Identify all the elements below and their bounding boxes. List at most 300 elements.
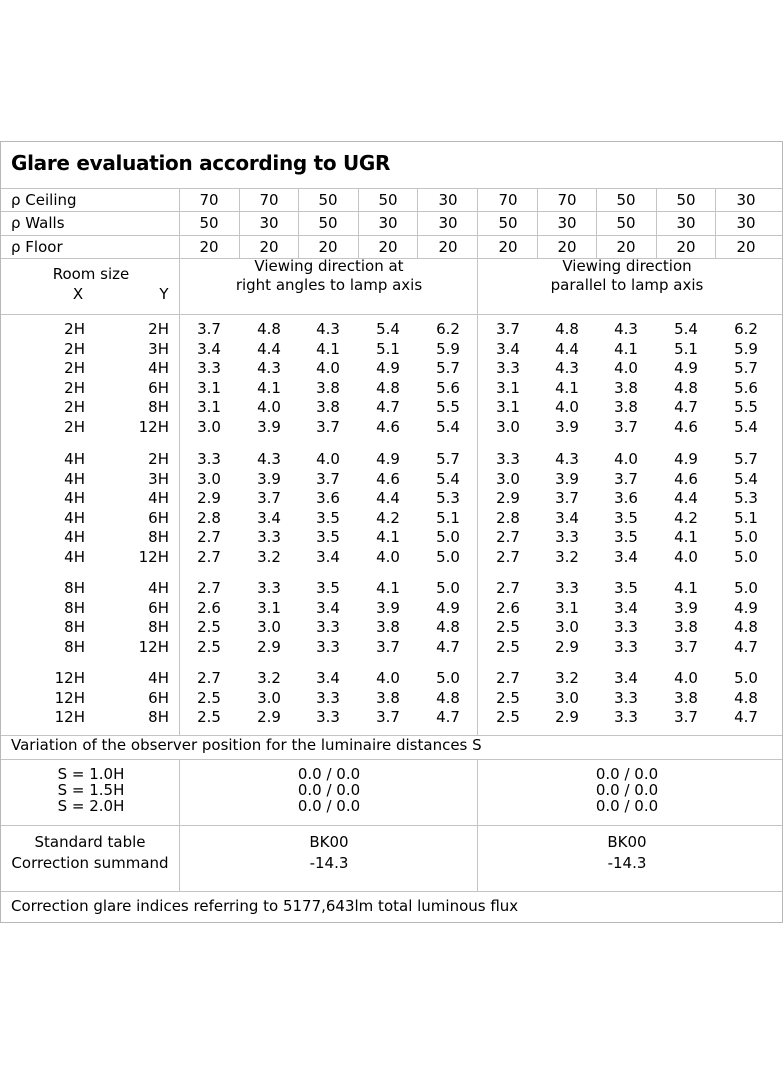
reflectance-value: 30	[438, 191, 458, 209]
room-x-value: 4H	[64, 489, 85, 508]
ugr-value: 4.3	[257, 450, 281, 468]
variation-distance: S = 1.0H	[57, 765, 125, 783]
ugr-value: 4.1	[674, 528, 698, 547]
ugr-value: 2.7	[197, 669, 221, 687]
ugr-value: 4.9	[734, 598, 758, 617]
ugr-value: 3.7	[316, 418, 340, 436]
reflectance-value: 70	[498, 191, 518, 209]
ugr-value: 3.0	[496, 418, 520, 436]
room-y-value: 3H	[148, 339, 169, 358]
variation-perpendicular-value: 0.0 / 0.0	[297, 797, 361, 815]
column-divider	[477, 759, 478, 891]
room-x-value: 2H	[64, 339, 85, 358]
standard-table-perpendicular: BK00	[309, 833, 349, 851]
ugr-value: 3.7	[674, 637, 698, 656]
ugr-value: 3.2	[555, 548, 579, 566]
room-size-y-label: Y	[159, 285, 169, 303]
reflectance-value: 20	[199, 238, 219, 256]
ugr-value: 3.8	[376, 688, 400, 707]
room-y-value: 6H	[148, 598, 169, 617]
ugr-value: 2.9	[257, 708, 281, 727]
ugr-value: 4.8	[555, 320, 579, 338]
ugr-value: 4.7	[436, 637, 460, 656]
room-x-value: 8H	[64, 637, 85, 656]
variation-perpendicular-value: 0.0 / 0.0	[297, 765, 361, 783]
room-x-value: 12H	[54, 669, 85, 687]
room-x-value: 2H	[64, 398, 85, 417]
room-y-value: 8H	[148, 708, 169, 727]
ugr-value: 5.3	[734, 489, 758, 508]
ugr-value: 4.7	[436, 708, 460, 727]
ugr-value: 3.2	[257, 669, 281, 687]
row-divider	[1, 314, 782, 315]
standard-table-label: Standard table	[34, 833, 146, 851]
ugr-value: 5.0	[734, 548, 758, 566]
footer-note: Correction glare indices referring to 5177,643lm total luminous flux	[11, 897, 519, 915]
room-y-value: 4H	[148, 489, 169, 508]
ugr-value: 5.5	[734, 398, 758, 417]
ugr-value: 2.6	[197, 598, 221, 617]
ugr-value: 3.8	[316, 398, 340, 417]
room-x-value: 4H	[64, 528, 85, 547]
room-x-value: 2H	[64, 320, 85, 338]
reflectance-value: 20	[498, 238, 518, 256]
row-divider	[1, 759, 782, 760]
reflectance-value: 20	[318, 238, 338, 256]
ugr-value: 2.5	[496, 637, 520, 656]
ugr-value: 5.1	[734, 508, 758, 527]
reflectance-value: 70	[259, 191, 279, 209]
ugr-value: 3.3	[197, 359, 221, 378]
ugr-value: 4.0	[614, 450, 638, 468]
column-divider	[179, 759, 180, 891]
room-y-value: 2H	[148, 320, 169, 338]
reflectance-value: 70	[557, 191, 577, 209]
ugr-value: 4.6	[376, 469, 400, 488]
row-divider	[1, 188, 782, 189]
ugr-value: 4.3	[555, 450, 579, 468]
ugr-value: 4.6	[376, 418, 400, 436]
ugr-table	[0, 141, 783, 923]
ugr-value: 2.7	[197, 579, 221, 597]
ugr-value: 3.8	[674, 618, 698, 637]
ugr-value: 3.3	[614, 637, 638, 656]
room-x-value: 4H	[64, 508, 85, 527]
ugr-value: 3.5	[614, 528, 638, 547]
ugr-value: 4.4	[555, 339, 579, 358]
viewing-parallel-heading: Viewing direction	[562, 257, 692, 275]
reflectance-value: 30	[438, 214, 458, 232]
ugr-value: 2.9	[496, 489, 520, 508]
ugr-value: 3.8	[614, 398, 638, 417]
ugr-value: 3.3	[614, 688, 638, 707]
ugr-value: 3.3	[197, 450, 221, 468]
ugr-value: 5.9	[734, 339, 758, 358]
ugr-value: 4.1	[316, 339, 340, 358]
room-y-value: 6H	[148, 378, 169, 397]
ugr-value: 3.8	[376, 618, 400, 637]
reflectance-value: 20	[616, 238, 636, 256]
reflectance-value: 50	[199, 214, 219, 232]
variation-distance: S = 2.0H	[57, 797, 125, 815]
variation-perpendicular-value: 0.0 / 0.0	[297, 781, 361, 799]
room-x-value: 8H	[64, 618, 85, 637]
ugr-value: 3.7	[555, 489, 579, 508]
ugr-value: 4.1	[376, 528, 400, 547]
correction-summand-perpendicular: -14.3	[309, 854, 349, 872]
ugr-value: 3.3	[316, 708, 340, 727]
ugr-value: 2.5	[197, 618, 221, 637]
reflectance-value: 50	[318, 214, 338, 232]
ugr-value: 3.5	[316, 579, 340, 597]
ugr-value: 5.0	[436, 548, 460, 566]
ugr-value: 5.4	[734, 418, 758, 436]
room-y-value: 8H	[148, 398, 169, 417]
room-y-value: 8H	[148, 618, 169, 637]
ugr-value: 4.7	[734, 637, 758, 656]
ugr-value: 3.2	[257, 548, 281, 566]
ugr-value: 3.7	[614, 469, 638, 488]
ugr-value: 3.4	[614, 548, 638, 566]
standard-table-parallel: BK00	[607, 833, 647, 851]
variation-parallel-value: 0.0 / 0.0	[595, 765, 659, 783]
ugr-value: 2.8	[197, 508, 221, 527]
ugr-value: 2.7	[496, 579, 520, 597]
ugr-value: 4.8	[734, 688, 758, 707]
ugr-value: 3.5	[316, 528, 340, 547]
ugr-value: 3.3	[257, 579, 281, 597]
ugr-value: 2.5	[197, 688, 221, 707]
ugr-value: 5.9	[436, 339, 460, 358]
ugr-value: 2.7	[496, 528, 520, 547]
ugr-value: 3.3	[555, 579, 579, 597]
ugr-value: 3.4	[197, 339, 221, 358]
ugr-value: 2.5	[197, 708, 221, 727]
ugr-value: 4.9	[436, 598, 460, 617]
ugr-value: 2.5	[496, 688, 520, 707]
ugr-value: 2.5	[496, 708, 520, 727]
page-title: Glare evaluation according to UGR	[11, 151, 391, 175]
ugr-value: 5.4	[734, 469, 758, 488]
ugr-value: 3.5	[316, 508, 340, 527]
column-divider	[596, 188, 597, 258]
reflectance-label: ρ Floor	[11, 238, 63, 256]
ugr-value: 5.6	[436, 378, 460, 397]
ugr-value: 4.9	[674, 450, 698, 468]
ugr-value: 4.7	[376, 398, 400, 417]
reflectance-value: 50	[616, 191, 636, 209]
ugr-value: 3.3	[316, 618, 340, 637]
ugr-value: 3.9	[674, 598, 698, 617]
ugr-value: 3.9	[257, 418, 281, 436]
reflectance-value: 30	[736, 191, 756, 209]
ugr-value: 5.0	[734, 669, 758, 687]
ugr-value: 3.0	[496, 469, 520, 488]
ugr-value: 2.7	[496, 548, 520, 566]
ugr-value: 4.4	[674, 489, 698, 508]
ugr-value: 5.7	[436, 450, 460, 468]
ugr-value: 3.4	[316, 598, 340, 617]
reflectance-value: 50	[498, 214, 518, 232]
ugr-value: 5.0	[436, 579, 460, 597]
ugr-value: 3.7	[197, 320, 221, 338]
ugr-value: 4.8	[436, 688, 460, 707]
ugr-value: 4.0	[674, 669, 698, 687]
reflectance-value: 30	[676, 214, 696, 232]
room-x-value: 2H	[64, 359, 85, 378]
ugr-value: 4.0	[316, 359, 340, 378]
ugr-value: 3.9	[555, 418, 579, 436]
ugr-value: 3.4	[257, 508, 281, 527]
ugr-value: 3.0	[555, 688, 579, 707]
room-y-value: 6H	[148, 688, 169, 707]
ugr-value: 5.4	[436, 418, 460, 436]
ugr-value: 4.0	[257, 398, 281, 417]
ugr-value: 3.5	[614, 508, 638, 527]
row-divider	[1, 891, 782, 892]
reflectance-value: 70	[199, 191, 219, 209]
ugr-value: 5.3	[436, 489, 460, 508]
column-divider	[417, 188, 418, 258]
ugr-value: 3.4	[496, 339, 520, 358]
room-size-label: Room size	[52, 265, 130, 283]
ugr-value: 3.1	[496, 398, 520, 417]
ugr-value: 4.9	[376, 450, 400, 468]
ugr-value: 5.0	[734, 528, 758, 547]
ugr-value: 3.8	[674, 688, 698, 707]
ugr-value: 2.5	[197, 637, 221, 656]
ugr-value: 4.0	[674, 548, 698, 566]
room-x-value: 8H	[64, 598, 85, 617]
ugr-value: 3.0	[555, 618, 579, 637]
ugr-value: 3.7	[614, 418, 638, 436]
ugr-value: 4.4	[376, 489, 400, 508]
ugr-value: 4.8	[436, 618, 460, 637]
ugr-value: 4.2	[376, 508, 400, 527]
ugr-value: 3.0	[197, 418, 221, 436]
room-x-value: 8H	[64, 579, 85, 597]
reflectance-value: 20	[557, 238, 577, 256]
reflectance-value: 30	[557, 214, 577, 232]
room-x-value: 12H	[54, 708, 85, 727]
ugr-value: 4.3	[257, 359, 281, 378]
room-y-value: 12H	[138, 548, 169, 566]
room-x-value: 12H	[54, 688, 85, 707]
ugr-value: 3.4	[316, 669, 340, 687]
ugr-value: 2.9	[197, 489, 221, 508]
room-y-value: 8H	[148, 528, 169, 547]
column-divider	[239, 188, 240, 258]
ugr-value: 5.0	[734, 579, 758, 597]
column-divider	[477, 188, 478, 735]
ugr-value: 3.7	[376, 637, 400, 656]
variation-parallel-value: 0.0 / 0.0	[595, 781, 659, 799]
reflectance-value: 30	[259, 214, 279, 232]
ugr-value: 3.7	[376, 708, 400, 727]
row-divider	[1, 235, 782, 236]
ugr-value: 3.1	[197, 398, 221, 417]
ugr-value: 5.4	[436, 469, 460, 488]
column-divider	[298, 188, 299, 258]
ugr-value: 3.6	[316, 489, 340, 508]
ugr-value: 3.3	[496, 359, 520, 378]
ugr-value: 3.7	[674, 708, 698, 727]
ugr-value: 2.5	[496, 618, 520, 637]
ugr-value: 4.0	[376, 669, 400, 687]
ugr-value: 4.4	[257, 339, 281, 358]
room-x-value: 4H	[64, 548, 85, 566]
reflectance-value: 20	[438, 238, 458, 256]
room-y-value: 4H	[148, 359, 169, 378]
ugr-value: 2.9	[257, 637, 281, 656]
reflectance-label: ρ Walls	[11, 214, 65, 232]
ugr-value: 3.4	[555, 508, 579, 527]
ugr-value: 2.9	[555, 708, 579, 727]
column-divider	[656, 188, 657, 258]
ugr-value: 3.8	[316, 378, 340, 397]
reflectance-value: 50	[318, 191, 338, 209]
ugr-value: 3.3	[316, 688, 340, 707]
ugr-value: 3.3	[496, 450, 520, 468]
ugr-value: 5.1	[376, 339, 400, 358]
reflectance-label: ρ Ceiling	[11, 191, 77, 209]
ugr-value: 4.3	[316, 320, 340, 338]
ugr-value: 2.8	[496, 508, 520, 527]
ugr-value: 3.5	[614, 579, 638, 597]
room-x-value: 4H	[64, 450, 85, 468]
correction-summand-parallel: -14.3	[607, 854, 647, 872]
ugr-value: 5.7	[436, 359, 460, 378]
room-y-value: 4H	[148, 669, 169, 687]
ugr-value: 3.3	[614, 708, 638, 727]
reflectance-value: 50	[616, 214, 636, 232]
ugr-value: 2.7	[197, 548, 221, 566]
ugr-value: 3.6	[614, 489, 638, 508]
ugr-value: 3.4	[614, 669, 638, 687]
room-x-value: 2H	[64, 418, 85, 436]
ugr-value: 4.8	[734, 618, 758, 637]
row-divider	[1, 825, 782, 826]
ugr-value: 4.8	[674, 378, 698, 397]
ugr-value: 3.9	[257, 469, 281, 488]
room-y-value: 4H	[148, 579, 169, 597]
ugr-value: 3.8	[614, 378, 638, 397]
ugr-value: 5.4	[674, 320, 698, 338]
reflectance-value: 30	[378, 214, 398, 232]
reflectance-value: 20	[259, 238, 279, 256]
room-y-value: 3H	[148, 469, 169, 488]
ugr-value: 3.9	[555, 469, 579, 488]
room-y-value: 12H	[138, 418, 169, 436]
ugr-value: 4.1	[376, 579, 400, 597]
ugr-value: 5.0	[436, 528, 460, 547]
ugr-value: 3.3	[614, 618, 638, 637]
ugr-value: 5.5	[436, 398, 460, 417]
ugr-value: 3.2	[555, 669, 579, 687]
ugr-value: 3.3	[316, 637, 340, 656]
ugr-value: 3.9	[376, 598, 400, 617]
ugr-value: 4.6	[674, 469, 698, 488]
viewing-parallel-heading: parallel to lamp axis	[550, 276, 704, 294]
column-divider	[537, 188, 538, 258]
ugr-value: 3.0	[257, 688, 281, 707]
ugr-value: 4.0	[376, 548, 400, 566]
ugr-value: 4.1	[674, 579, 698, 597]
ugr-value: 4.3	[614, 320, 638, 338]
reflectance-value: 20	[736, 238, 756, 256]
ugr-value: 3.7	[316, 469, 340, 488]
ugr-value: 4.0	[316, 450, 340, 468]
ugr-value: 4.0	[614, 359, 638, 378]
reflectance-value: 20	[676, 238, 696, 256]
correction-summand-label: Correction summand	[11, 854, 169, 872]
variation-label: Variation of the observer position for the luminaire distances S	[11, 736, 482, 754]
ugr-value: 4.0	[555, 398, 579, 417]
column-divider	[358, 188, 359, 258]
room-x-value: 2H	[64, 378, 85, 397]
ugr-value: 4.7	[734, 708, 758, 727]
ugr-value: 5.7	[734, 359, 758, 378]
ugr-value: 4.3	[555, 359, 579, 378]
ugr-value: 6.2	[734, 320, 758, 338]
ugr-value: 4.1	[614, 339, 638, 358]
ugr-value: 4.6	[674, 418, 698, 436]
ugr-value: 5.0	[436, 669, 460, 687]
viewing-perpendicular-heading: Viewing direction at	[254, 257, 404, 275]
column-divider	[715, 188, 716, 258]
ugr-value: 3.1	[257, 598, 281, 617]
ugr-value: 2.7	[197, 528, 221, 547]
ugr-value: 2.7	[496, 669, 520, 687]
ugr-value: 3.7	[257, 489, 281, 508]
ugr-value: 4.8	[376, 378, 400, 397]
ugr-value: 3.7	[496, 320, 520, 338]
room-y-value: 6H	[148, 508, 169, 527]
ugr-value: 6.2	[436, 320, 460, 338]
ugr-value: 2.9	[555, 637, 579, 656]
reflectance-value: 20	[378, 238, 398, 256]
ugr-value: 3.3	[257, 528, 281, 547]
room-y-value: 12H	[138, 637, 169, 656]
variation-distance: S = 1.5H	[57, 781, 125, 799]
ugr-value: 4.8	[257, 320, 281, 338]
column-divider	[179, 188, 180, 735]
ugr-value: 5.7	[734, 450, 758, 468]
ugr-value: 3.0	[257, 618, 281, 637]
ugr-value: 4.9	[376, 359, 400, 378]
ugr-value: 3.1	[555, 598, 579, 617]
reflectance-value: 50	[378, 191, 398, 209]
room-x-value: 4H	[64, 469, 85, 488]
ugr-value: 4.1	[257, 378, 281, 397]
ugr-value: 3.1	[197, 378, 221, 397]
ugr-value: 5.1	[674, 339, 698, 358]
ugr-value: 4.7	[674, 398, 698, 417]
ugr-value: 2.6	[496, 598, 520, 617]
row-divider	[1, 211, 782, 212]
reflectance-value: 50	[676, 191, 696, 209]
reflectance-value: 30	[736, 214, 756, 232]
ugr-value: 5.6	[734, 378, 758, 397]
ugr-value: 5.4	[376, 320, 400, 338]
ugr-value: 3.3	[555, 528, 579, 547]
room-y-value: 2H	[148, 450, 169, 468]
ugr-value: 5.1	[436, 508, 460, 527]
ugr-value: 3.4	[316, 548, 340, 566]
ugr-value: 3.1	[496, 378, 520, 397]
variation-parallel-value: 0.0 / 0.0	[595, 797, 659, 815]
ugr-value: 4.2	[674, 508, 698, 527]
